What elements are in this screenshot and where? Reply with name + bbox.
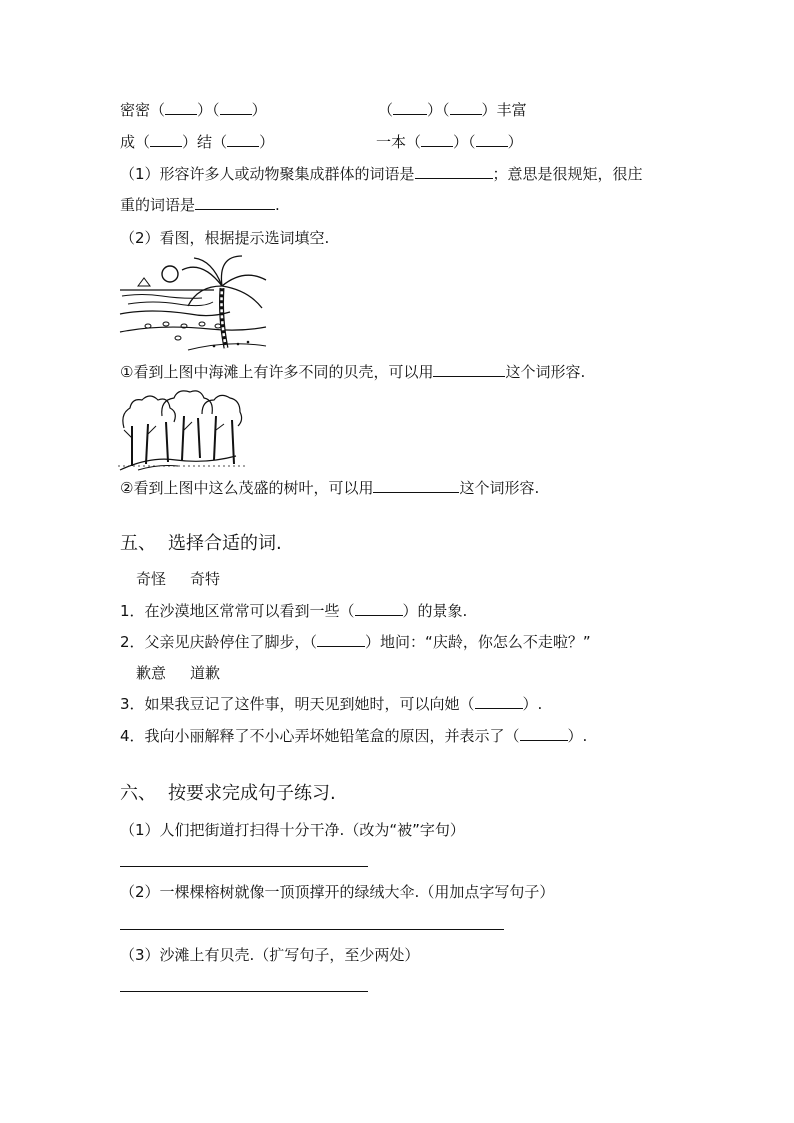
forest-trees-illustration	[118, 386, 246, 472]
word-fill-row2-left: 成（ ）结（ ）	[120, 133, 275, 151]
blank[interactable]	[373, 478, 459, 493]
q6-sentence-3: （3）沙滩上有贝壳.（扩写句子，至少两处）	[120, 946, 420, 964]
blank[interactable]	[415, 164, 493, 179]
answer-line-3[interactable]	[120, 991, 368, 992]
blank[interactable]	[150, 132, 182, 147]
q5-item-1: 1．在沙漠地区常常可以看到一些（ ）的景象.	[120, 602, 468, 620]
subquestion-1-line2: 重的词语是 .	[120, 196, 280, 214]
answer-line-2[interactable]	[120, 929, 504, 930]
word-choices-2: 歉意 道歉	[136, 664, 221, 682]
blank[interactable]	[450, 100, 482, 115]
blank[interactable]	[393, 100, 427, 115]
blank[interactable]	[421, 132, 453, 147]
answer-line-1[interactable]	[120, 866, 368, 867]
blank[interactable]	[475, 694, 523, 709]
word-fill-row2-right: 一本（ ）（ ）	[376, 133, 523, 151]
q6-sentence-1: （1）人们把街道打扫得十分干净.（改为“被”字句）	[120, 821, 465, 839]
section-5-title: 五、 选择合适的词.	[120, 533, 282, 554]
picture-2-caption: ②看到上图中这么茂盛的树叶，可以用 这个词形容.	[120, 479, 540, 497]
blank[interactable]	[165, 100, 197, 115]
blank[interactable]	[355, 601, 403, 616]
blank[interactable]	[195, 195, 275, 210]
blank[interactable]	[476, 132, 508, 147]
subquestion-2: （2）看图，根据提示选词填空.	[120, 229, 330, 247]
beach-palm-illustration	[118, 252, 268, 352]
q5-item-4: 4．我向小丽解释了不小心弄坏她铅笔盒的原因，并表示了（ ）.	[120, 727, 588, 745]
blank[interactable]	[227, 132, 259, 147]
blank[interactable]	[520, 726, 568, 741]
blank[interactable]	[220, 100, 252, 115]
blank[interactable]	[433, 362, 505, 377]
word-fill-row1-right: （ ）（ ）丰富	[378, 101, 527, 119]
section-6-title: 六、 按要求完成句子练习.	[120, 783, 336, 804]
subquestion-1-line1: （1）形容许多人或动物聚集成群体的词语是 ；意思是很规矩，很庄	[120, 165, 643, 183]
picture-1-caption: ①看到上图中海滩上有许多不同的贝壳，可以用 这个词形容.	[120, 363, 586, 381]
word-prefix: 密密	[120, 101, 151, 119]
q5-item-2: 2．父亲见庆龄停住了脚步，（ ）地问：“庆龄，你怎么不走啦？”	[120, 633, 591, 651]
blank[interactable]	[317, 632, 365, 647]
q5-item-3: 3．如果我豆记了这件事，明天见到她时，可以向她（ ）.	[120, 695, 543, 713]
word-suffix: 丰富	[496, 101, 527, 119]
q6-sentence-2: （2）一棵棵榕树就像一顶顶撑开的绿绒大伞.（用加点字写句子）	[120, 883, 555, 901]
word-choices-1: 奇怪 奇特	[136, 570, 221, 588]
word-fill-row1-left: 密密（ ）（ ）	[120, 101, 267, 119]
